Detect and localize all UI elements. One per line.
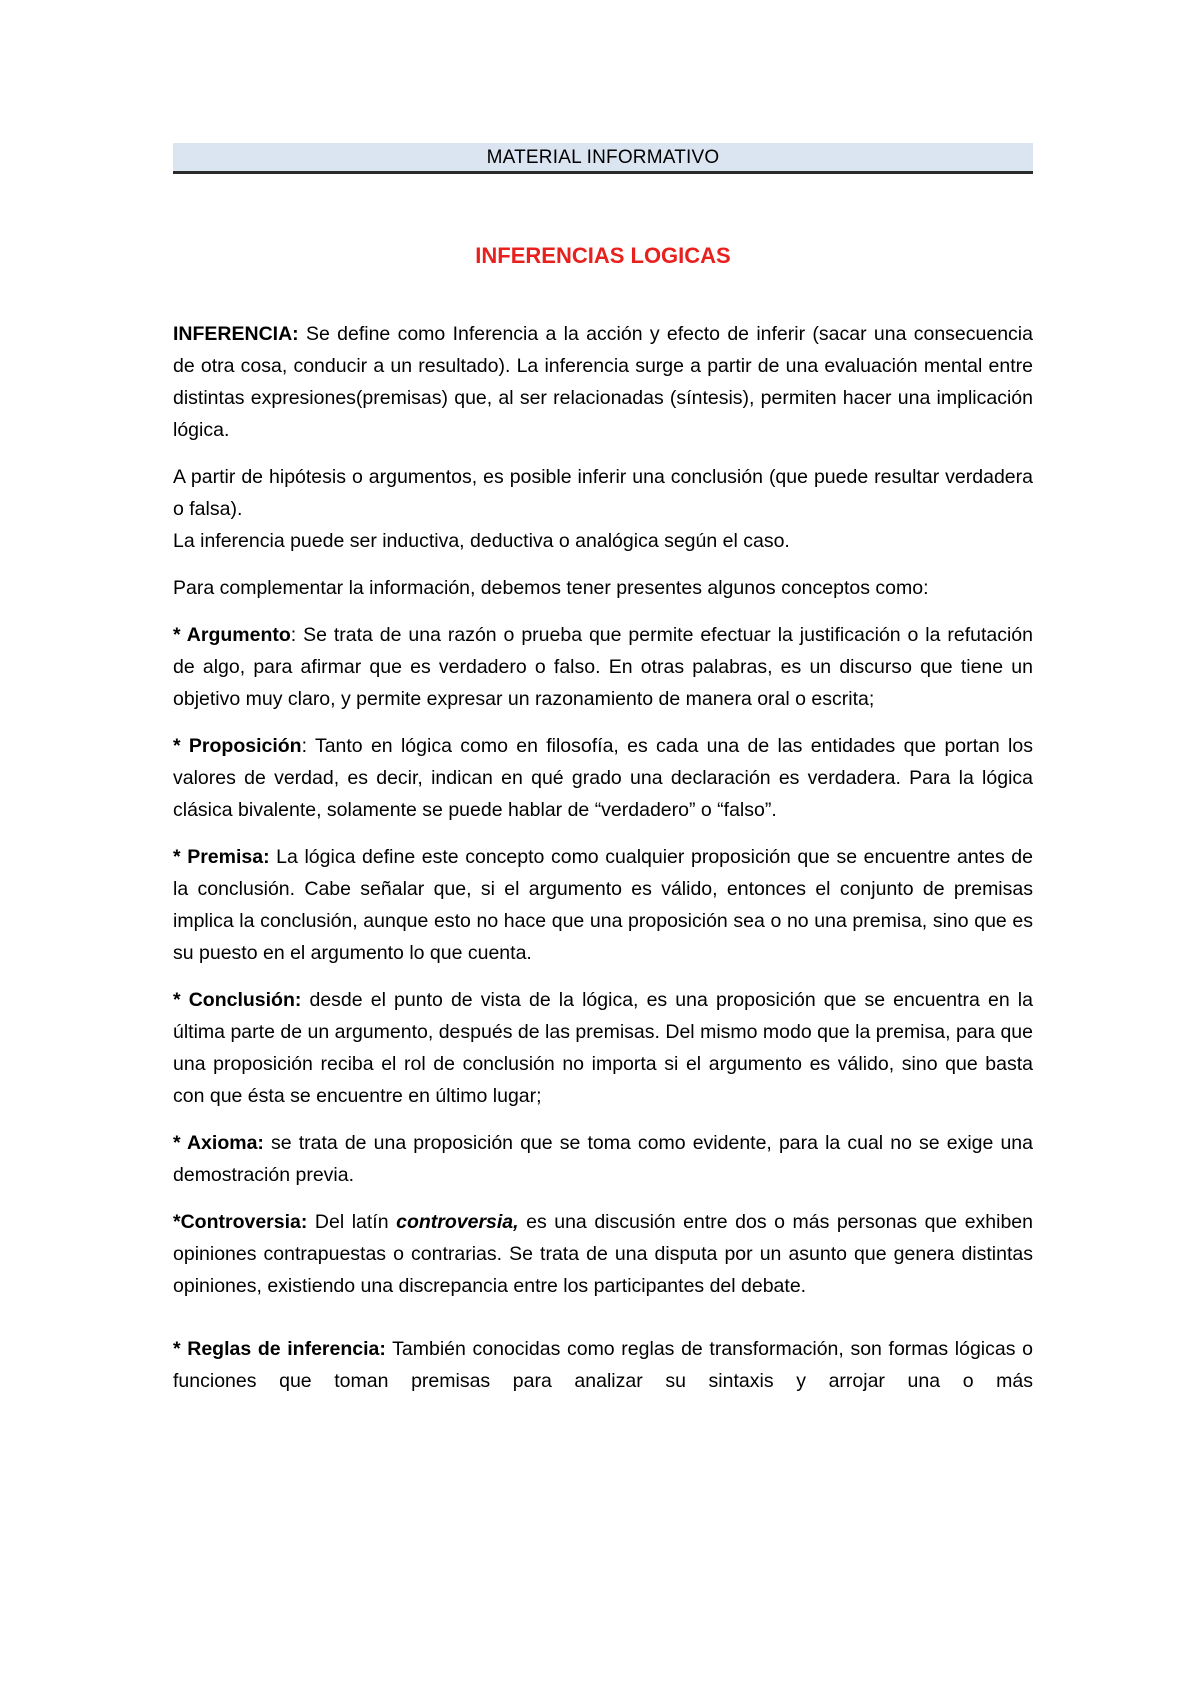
definition-controversia-intro: Del latín — [307, 1211, 397, 1233]
paragraph-conclusion — [173, 984, 1033, 1112]
paragraph-hypothesis: A partir de hipótesis o argumentos, es posible inferir una conclusión (que puede resultar verdadera o falsa). — [173, 466, 1033, 520]
term-reglas-inferencia: * Reglas de inferencia: — [173, 1338, 386, 1360]
paragraph-controversia — [173, 1206, 1033, 1302]
term-inferencia: INFERENCIA: — [173, 323, 299, 345]
section-banner: MATERIAL INFORMATIVO — [173, 143, 1033, 174]
definition-axioma: se trata de una proposición que se toma como evidente, para la cual no se exige una demostración previa. — [173, 1132, 1033, 1186]
definition-inferencia: Se define como Inferencia a la acción y efecto de inferir (sacar una consecuencia de otra cosa, conducir a un resultado). La inferencia surge a partir de una evaluación mental entre distintas expresiones(premisas) que, al ser relacionadas (síntesis), permiten hacer una implicación lógica. — [173, 323, 1033, 441]
definition-argumento: : Se trata de una razón o prueba que permite efectuar la justificación o la refutación de algo, para afirmar que es verdadero o falso. En otras palabras, es un discurso que tiene un objetivo muy claro, y permite expresar un razonamiento de manera oral o escrita; — [173, 624, 1033, 710]
latin-word-controversia: controversia, — [396, 1211, 519, 1233]
paragraph-premisa — [173, 841, 1033, 969]
definition-controversia: es una discusión entre dos o más personas que exhiben opiniones contrapuestas o contrarias. Se trata de una disputa por un asunto que genera distintas opiniones, existiendo una discrepancia entre los participantes del debate. — [173, 1211, 1033, 1297]
term-premisa: * Premisa: — [173, 846, 270, 868]
definition-conclusion: desde el punto de vista de la lógica, es una proposición que se encuentra en la última parte de un argumento, después de las premisas. Del mismo modo que la premisa, para que una proposición reciba el rol de conclusión no importa si el argumento es válido, sino que basta con que ésta se encuentre en último lugar; — [173, 989, 1033, 1107]
paragraph-complement: Para complementar la información, debemos tener presentes algunos conceptos como: — [173, 577, 929, 599]
term-argumento: * Argumento — [173, 624, 291, 646]
paragraph-proposicion — [173, 730, 1033, 826]
term-proposicion: * Proposición — [173, 735, 302, 757]
definition-reglas-inferencia: También conocidas como reglas de transformación, son formas lógicas o funciones que toman premisas para analizar su sintaxis y arrojar una o más — [173, 1338, 1033, 1392]
definition-premisa: La lógica define este concepto como cualquier proposición que se encuentre antes de la conclusión. Cabe señalar que, si el argumento es válido, entonces el conjunto de premisas implica la conclusión, aunque esto no hace que una proposición sea o no una premisa, sino que es su puesto en el argumento lo que cuenta. — [173, 846, 1033, 964]
definition-proposicion: : Tanto en lógica como en filosofía, es cada una de las entidades que portan los valores de verdad, es decir, indican en qué grado una declaración es verdadera. Para la lógica clásica bivalente, solamente se puede hablar de “verdadero” o “falso”. — [173, 735, 1033, 821]
paragraph-inferencia — [173, 318, 1033, 446]
paragraph-inference-types: La inferencia puede ser inductiva, deductiva o analógica según el caso. — [173, 530, 790, 552]
term-axioma: * Axioma: — [173, 1132, 264, 1154]
paragraph-argumento — [173, 619, 1033, 715]
paragraph-axioma — [173, 1127, 1033, 1191]
document-body — [173, 318, 1033, 1412]
document-title: INFERENCIAS LOGICAS — [475, 243, 731, 268]
paragraph-reglas-inferencia — [173, 1333, 1033, 1397]
term-conclusion: * Conclusión: — [173, 989, 302, 1011]
term-controversia: *Controversia: — [173, 1211, 308, 1233]
